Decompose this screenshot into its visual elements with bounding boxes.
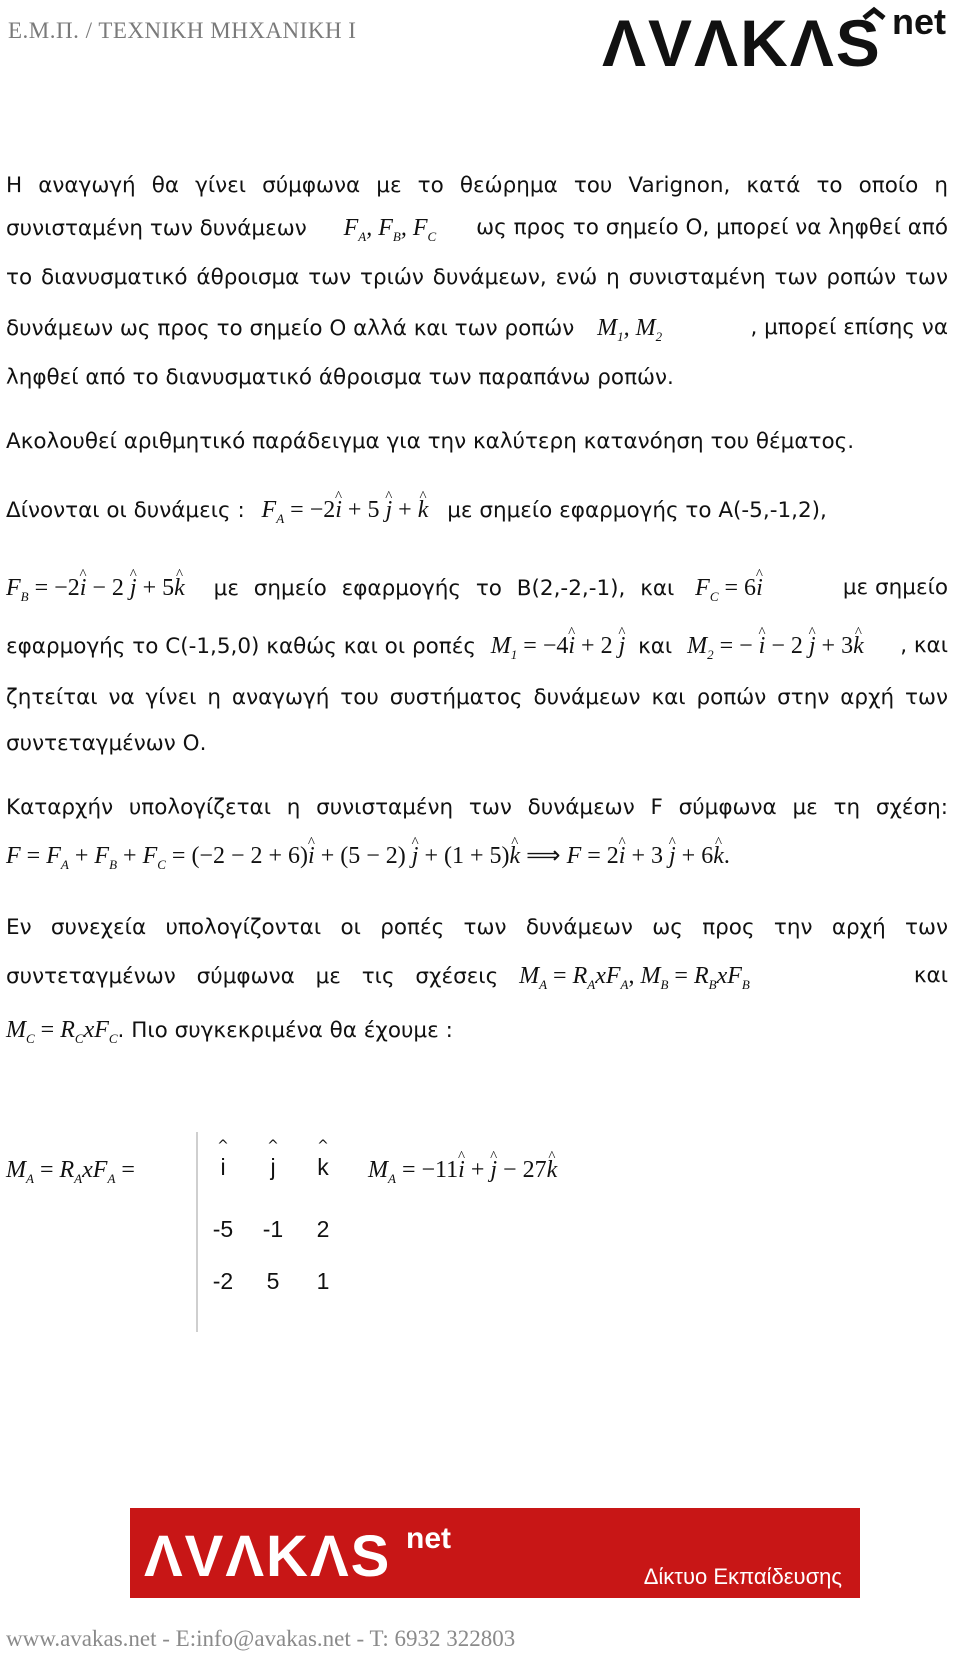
paragraph-line: Η αναγωγή θα γίνει σύμφωνα με το θεώρημα του Varignon, κατά το οποίο η [6,173,948,198]
matrix-cell: k [317,1154,329,1180]
header-title: Ε.Μ.Π. / ΤΕΧΝΙΚΗ ΜΗΧΑΝΙΚΗ Ι [8,18,357,43]
avakas-logo [602,4,954,78]
svg-text:ΛVΛKΛS: ΛVΛKΛS [602,6,882,78]
paragraph-line: εφαρμογής το C(-1,5,0) καθώς και οι ροπές $M_1$ = −4^ i + 2 ^ j και $M_2$ = − ^ i − 2 ^ j + 3^ k , και [6,632,948,669]
paragraph-line: $F_B$ = −2^ i − 2 ^ j + 5^ k με σημείο εφαρμογής το Β(2,-2,-1), και $F_C$ = 6^ i με σημείο [6,574,948,611]
matrix-cell: 5 [266,1268,280,1294]
matrix-cell: -2 [212,1268,234,1294]
determinant-matrix: ^ ^ ^ i j k -5 -1 2 -2 5 1 [196,1132,366,1332]
moment-formula: $M_A = R_AxF_A$ = [6,1157,135,1186]
paragraph-line: Δίνονται οι δυνάμεις : $F_A$ = −2^ i + 5 ^ j + ^ k με σημείο εφαρμογής το Α(-5,-1,2), [6,496,948,533]
matrix-cell: 2 [316,1216,330,1242]
matrix-cell: -1 [262,1216,284,1242]
paragraph-line: Ακολουθεί αριθμητικό παράδειγμα για την καλύτερη κατανόηση του θέματος. [6,429,855,454]
paragraph-line: ζητείται να γίνει η αναγωγή του συστήματος δυνάμεων και ροπών στην αρχή των [6,685,948,710]
paragraph-line: συνισταμένη των δυνάμεων $F_A$, $F_B$, $F_C$ ως προς το σημείο Ο, μπορεί να ληφθεί από [6,215,948,244]
matrix-cell: 1 [316,1268,330,1294]
footer-banner [130,1508,860,1598]
footer-contact: www.avakas.net - E:info@avakas.net - T: 6932 322803 [6,1626,516,1651]
moment-result: $M_A$ = −11^ i + ^ j − 27^ k [368,1156,668,1193]
paragraph-line: ληφθεί από το διανυσματικό άθροισμα των παραπάνω ροπών. [6,365,674,390]
paragraph-line: Καταρχήν υπολογίζεται η συνισταμένη των δυνάμεων F σύμφωνα με τη σχέση: [6,795,948,820]
matrix-cell: -5 [212,1216,234,1242]
matrix-cell: i [220,1154,226,1180]
paragraph-line: δυνάμεων ως προς το σημείο Ο αλλά και των ροπών $M_1$, $M_2$ , μπορεί επίσης να [6,315,948,344]
svg-text:net: net [406,1522,451,1555]
equation-line: $F = F_A + F_B + F_C = (-2 - 2$ + 6)^ i + (5 − 2) ^ j + (1 + 5)^ k ⟹ F = 2^ i + 3 ^ j + 6^ k. [6,842,948,879]
avakas-banner-logo [144,1520,504,1586]
matrix-cell: j [270,1154,276,1180]
svg-text:ΛVΛKΛS: ΛVΛKΛS [144,1524,392,1586]
paragraph-line: συντεταγμένων σύμφωνα με τις σχέσεις $M_A = R_AxF_A$, $M_B = R_BxF_B$ και [6,963,948,992]
paragraph-line: $M_C = R_CxF_C$. Πιο συγκεκριμένα θα έχουμε : [6,1017,453,1046]
paragraph-line: Εν συνεχεία υπολογίζονται οι ροπές των δυνάμεων ως προς την αρχή των [6,915,948,940]
banner-subtitle: Δίκτυο Εκπαίδευσης [643,1564,842,1589]
paragraph-line: το διανυσματικό άθροισμα των τριών δυνάμεων, ενώ η συνισταμένη των ροπών των [6,265,948,290]
paragraph-line: συντεταγμένων Ο. [6,731,207,756]
svg-text:net: net [892,4,946,42]
